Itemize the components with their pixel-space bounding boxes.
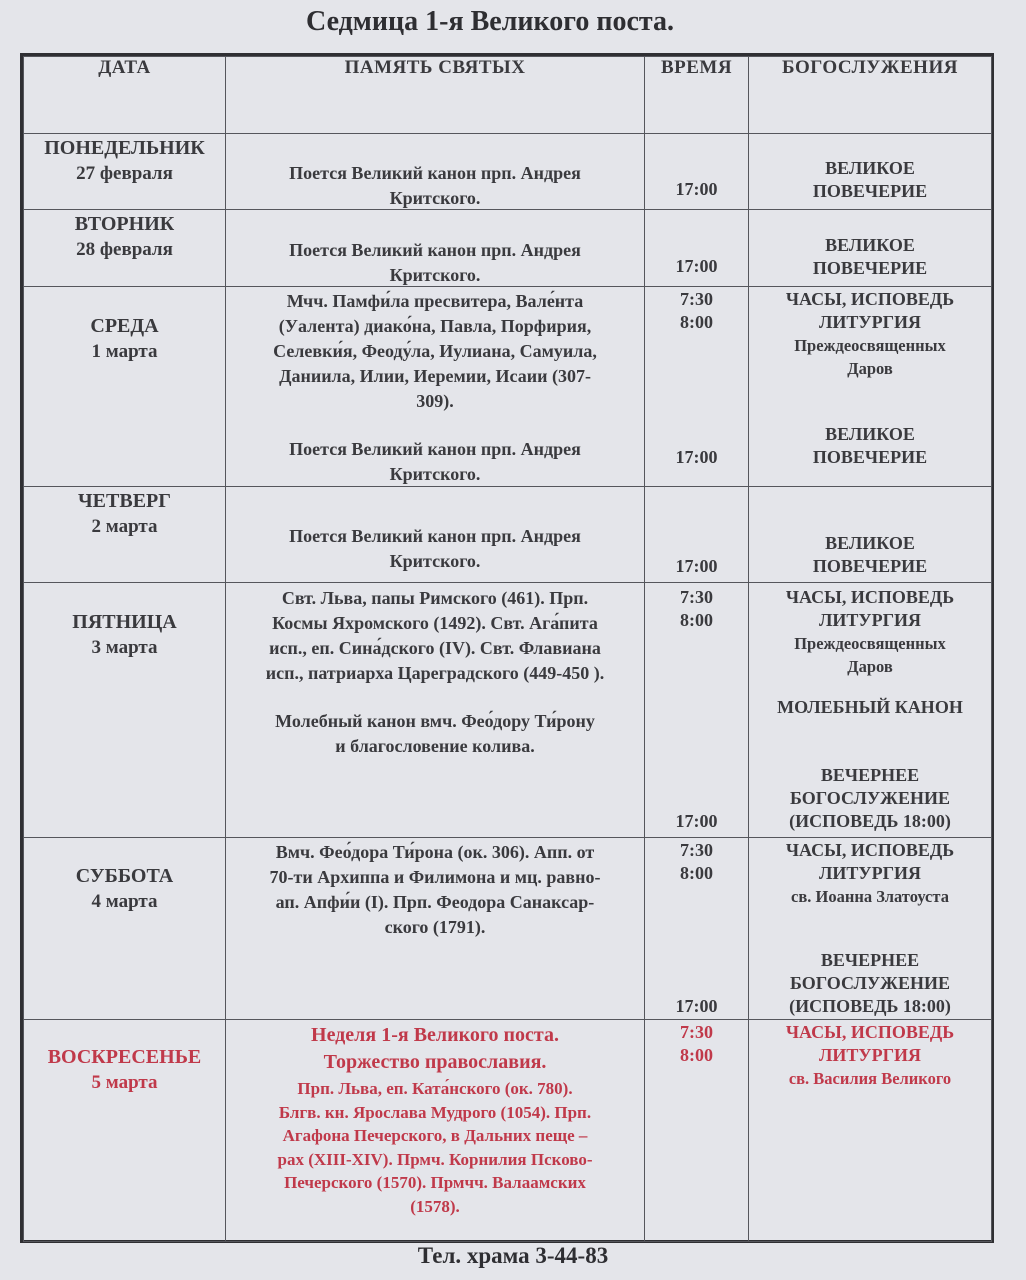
day-date: 2 марта (91, 516, 158, 537)
time-value: 8:00 (680, 312, 713, 332)
memory-cell (226, 210, 645, 287)
page-title: Седмица 1-я Великого поста. (306, 6, 674, 37)
service-line: ЧАСЫ, ИСПОВЕДЬ (785, 840, 955, 860)
service-line: (ИСПОВЕДЬ 18:00) (789, 811, 951, 831)
service-cell (749, 583, 992, 838)
day-date: 27 февраля (76, 163, 173, 184)
memory-cell (226, 287, 645, 487)
memory-cell (226, 838, 645, 1020)
time-value: 17:00 (675, 996, 718, 1016)
time-value: 8:00 (680, 863, 713, 883)
service-cell (749, 210, 992, 287)
time-value: 7:30 (680, 587, 713, 607)
memory-line: и благословение колива. (335, 736, 535, 756)
time-cell (645, 1020, 749, 1242)
day-cell (24, 287, 226, 487)
service-subline: Даров (847, 359, 893, 378)
service-line: МОЛЕБНЫЙ КАНОН (777, 697, 963, 717)
day-name: ВОСКРЕСЕНЬЕ (47, 1046, 202, 1068)
time-value: 7:30 (680, 289, 713, 309)
memory-line: Прп. Льва, еп. Ката́нского (ок. 780). (297, 1079, 573, 1098)
memory-line: Поется Великий канон прп. Андрея (289, 439, 581, 459)
time-cell (645, 134, 749, 210)
memory-line: 309). (416, 391, 454, 411)
time-cell (645, 287, 749, 487)
service-line: ЧАСЫ, ИСПОВЕДЬ (785, 1022, 955, 1042)
memory-line: исп., патриарха Цареградского (449-450 ). (265, 663, 605, 683)
service-line: ПОВЕЧЕРИЕ (812, 556, 928, 576)
service-subline: Даров (847, 657, 893, 676)
day-cell (24, 134, 226, 210)
day-name: ВТОРНИК (74, 213, 175, 235)
memory-line: Критского. (389, 464, 481, 484)
memory-line: Мчч. Памфи́ла пресвитера, Вале́нта (286, 291, 584, 311)
time-cell (645, 583, 749, 838)
time-value: 17:00 (675, 256, 718, 276)
service-line: ЛИТУРГИЯ (818, 1045, 922, 1065)
table-row (24, 838, 992, 1020)
schedule-table (23, 56, 992, 1242)
table-row (24, 1020, 992, 1242)
service-line: ВЕЧЕРНЕЕ (820, 950, 920, 970)
service-cell (749, 134, 992, 210)
memory-line: ского (1791). (384, 917, 486, 937)
service-subline: св. Василия Великого (788, 1069, 952, 1088)
header-time: ВРЕМЯ (645, 57, 749, 134)
service-line: ПОВЕЧЕРИЕ (812, 258, 928, 278)
memory-line: Даниила, Илии, Иеремии, Исаии (307- (279, 366, 591, 386)
time-value: 17:00 (675, 556, 718, 576)
day-name: ПЯТНИЦА (72, 611, 177, 633)
memory-line: Блгв. кн. Ярослава Мудрого (1054). Прп. (278, 1102, 592, 1122)
time-value: 7:30 (680, 1022, 713, 1042)
service-cell (749, 287, 992, 487)
time-cell (645, 487, 749, 583)
table-header-row (24, 57, 992, 134)
time-cell (645, 838, 749, 1020)
memory-line: (Уалента) диако́на, Павла, Порфирия, (278, 316, 592, 336)
memory-line: Критского. (389, 188, 481, 208)
memory-line: (1578). (410, 1196, 460, 1216)
memory-line: Селевки́я, Феоду́ла, Иулиана, Самуила, (273, 341, 597, 361)
day-name: ПОНЕДЕЛЬНИК (44, 137, 205, 159)
service-line: ВЕЛИКОЕ (825, 158, 915, 178)
service-line: ВЕЛИКОЕ (825, 533, 915, 553)
day-cell (24, 210, 226, 287)
service-line: ЧАСЫ, ИСПОВЕДЬ (785, 587, 955, 607)
memory-heading: Торжество православия. (323, 1051, 547, 1073)
day-name: СРЕДА (90, 315, 159, 337)
service-cell (749, 1020, 992, 1242)
table-row (24, 583, 992, 838)
memory-line: Поется Великий канон прп. Андрея (289, 240, 581, 260)
header-date: ДАТА (24, 57, 226, 134)
service-line: ВЕЧЕРНЕЕ (820, 765, 920, 785)
day-date: 28 февраля (76, 239, 173, 260)
service-line: ЛИТУРГИЯ (818, 610, 922, 630)
table-row (24, 210, 992, 287)
day-cell (24, 583, 226, 838)
table-row (24, 134, 992, 210)
service-subline: Преждеосвященных (794, 634, 946, 653)
memory-cell (226, 1020, 645, 1242)
memory-line: ап. Апфи́и (I). Прп. Феодора Санаксар- (275, 892, 595, 912)
service-subline: св. Иоанна Златоуста (791, 887, 949, 906)
memory-line: Печерского (1570). Прмчч. Валаамских (284, 1173, 586, 1192)
service-subline: Преждеосвященных (794, 336, 946, 355)
service-line: ВЕЛИКОЕ (825, 424, 915, 444)
header-services: БОГОСЛУЖЕНИЯ (749, 57, 992, 134)
service-line: БОГОСЛУЖЕНИЕ (790, 788, 950, 808)
service-line: ЛИТУРГИЯ (818, 863, 922, 883)
day-date: 1 марта (91, 341, 158, 362)
time-value: 17:00 (675, 179, 718, 199)
day-cell (24, 487, 226, 583)
day-date: 5 марта (91, 1072, 158, 1093)
service-line: ВЕЛИКОЕ (825, 235, 915, 255)
memory-line: Критского. (389, 551, 481, 571)
day-name: ЧЕТВЕРГ (78, 490, 171, 512)
time-value: 8:00 (680, 1045, 713, 1065)
day-date: 3 марта (91, 637, 158, 658)
memory-cell (226, 583, 645, 838)
time-value: 8:00 (680, 610, 713, 630)
table-row (24, 287, 992, 487)
header-memory: ПАМЯТЬ СВЯТЫХ (226, 57, 645, 134)
day-cell (24, 1020, 226, 1242)
memory-line: Критского. (389, 265, 481, 285)
memory-line: 70-ти Архиппа и Филимона и мц. равно- (269, 867, 601, 887)
time-cell (645, 210, 749, 287)
time-value: 17:00 (675, 811, 718, 831)
memory-line: Свт. Льва, папы Римского (461). Прп. (281, 588, 589, 608)
schedule-sheet (20, 53, 994, 1243)
service-line: ПОВЕЧЕРИЕ (812, 447, 928, 467)
service-line: ЧАСЫ, ИСПОВЕДЬ (785, 289, 955, 309)
service-line: ПОВЕЧЕРИЕ (812, 181, 928, 201)
memory-line: Поется Великий канон прп. Андрея (289, 163, 581, 183)
memory-line: Поется Великий канон прп. Андрея (289, 526, 581, 546)
memory-line: Агафона Печерского, в Дальних пеще – (282, 1126, 588, 1145)
memory-line: рах (XIII-XIV). Прмч. Корнилия Псково- (277, 1149, 593, 1169)
footer-phone: Тел. храма 3-44-83 (417, 1243, 609, 1268)
memory-heading: Неделя 1-я Великого поста. (311, 1024, 559, 1046)
memory-cell (226, 487, 645, 583)
time-value: 17:00 (675, 447, 718, 467)
day-date: 4 марта (91, 891, 158, 912)
memory-cell (226, 134, 645, 210)
day-cell (24, 838, 226, 1020)
service-line: БОГОСЛУЖЕНИЕ (790, 973, 950, 993)
memory-line: исп., еп. Сина́дского (IV). Свт. Флавиана (269, 638, 601, 658)
service-line: ЛИТУРГИЯ (818, 312, 922, 332)
service-cell (749, 487, 992, 583)
time-value: 7:30 (680, 840, 713, 860)
memory-line: Молебный канон вмч. Фео́дору Ти́рону (275, 711, 595, 731)
memory-line: Вмч. Фео́дора Ти́рона (ок. 306). Апп. от (275, 842, 595, 862)
memory-line: Космы Яхромского (1492). Свт. Ага́пита (272, 613, 598, 633)
table-row (24, 487, 992, 583)
service-cell (749, 838, 992, 1020)
service-line: (ИСПОВЕДЬ 18:00) (789, 996, 951, 1016)
day-name: СУББОТА (75, 865, 174, 887)
